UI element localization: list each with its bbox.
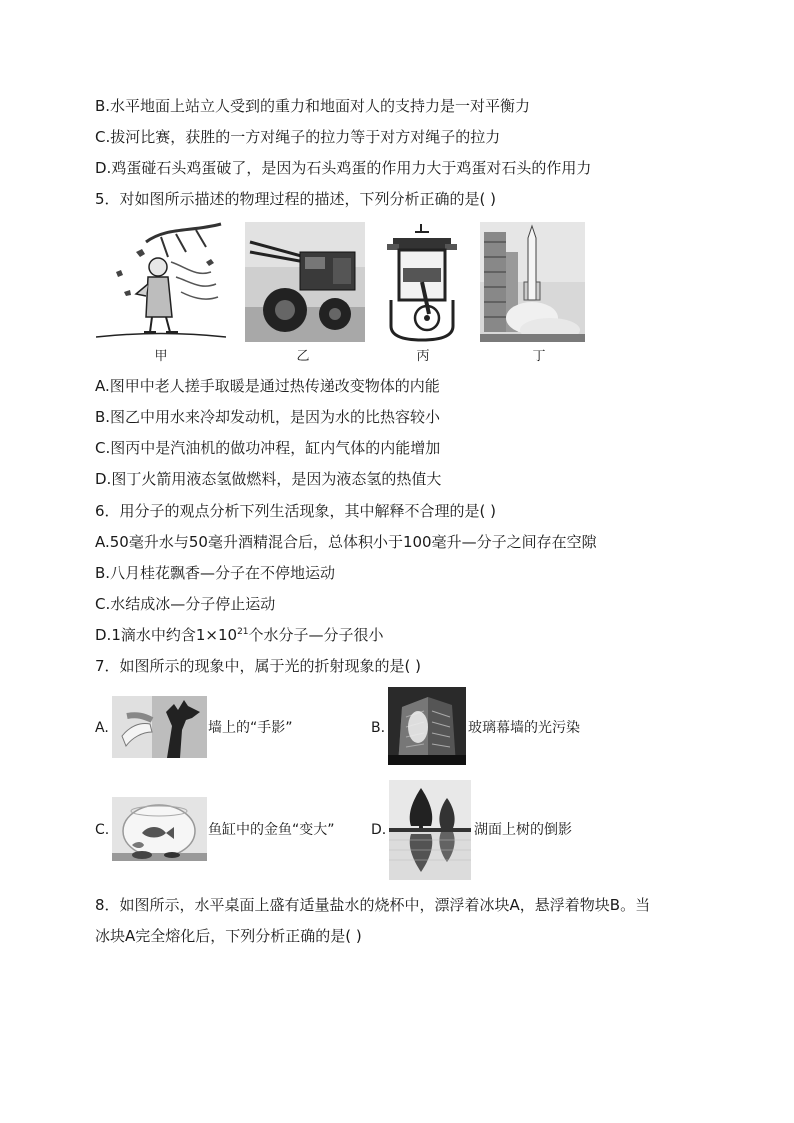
q7-image-glass-curtain-wall [388, 687, 466, 765]
q7-stem: 7．如图所示的现象中，属于光的折射现象的是( ) [95, 657, 422, 675]
q5-stem: 5．对如图所示描述的物理过程的描述，下列分析正确的是( ) [95, 190, 497, 208]
q7-image-tree-reflection [389, 780, 471, 880]
q5-option-b: B.图乙中用水来冷却发动机，是因为水的比热容较小 [95, 408, 441, 426]
q7-option-a-text: 墙上的“手影” [208, 720, 293, 736]
q6-option-b: B.八月桂花飘香—分子在不停地运动 [95, 564, 336, 582]
q7-option-d-text: 湖面上树的倒影 [474, 822, 572, 838]
q7-option-a-letter: A. [95, 720, 109, 736]
q6-option-a: A.50毫升水与50毫升酒精混合后，总体积小于100毫升—分子之间存在空隙 [95, 533, 597, 551]
figure-caption-yi: 乙 [296, 349, 310, 364]
q7-image-fish-tank [112, 797, 207, 861]
q7-option-b-text: 玻璃幕墙的光污染 [468, 720, 580, 736]
q5-option-a: A.图甲中老人搓手取暖是通过热传递改变物体的内能 [95, 377, 440, 395]
q5-option-c: C.图丙中是汽油机的做功冲程，缸内气体的内能增加 [95, 439, 441, 457]
q6-option-d [95, 625, 384, 645]
figure-yi-tractor [245, 222, 365, 342]
q6-stem: 6．用分子的观点分析下列生活现象，其中解释不合理的是( ) [95, 502, 497, 520]
figure-jia-old-man-rubbing-hands [96, 222, 226, 342]
q5-option-d: D.图丁火箭用液态氢做燃料，是因为液态氢的热值大 [95, 470, 442, 488]
figure-caption-bing: 丙 [416, 349, 430, 364]
q6-option-c: C.水结成冰—分子停止运动 [95, 595, 276, 613]
q8-stem-line-2: 冰块A完全熔化后，下列分析正确的是( ) [95, 927, 362, 945]
figure-caption-ding: 丁 [532, 349, 546, 364]
q7-option-c-letter: C. [95, 822, 110, 838]
q7-option-b-letter: B. [371, 720, 386, 736]
q7-option-c-text: 鱼缸中的金鱼“变大” [208, 822, 335, 838]
q7-image-hand-shadow [112, 696, 207, 758]
figure-caption-jia: 甲 [154, 349, 168, 364]
q6-option-d-suffix: 个水分子—分子很小 [248, 626, 384, 644]
q4-option-c: C.拔河比赛，获胜的一方对绳子的拉力等于对方对绳子的拉力 [95, 128, 501, 146]
q4-option-d: D.鸡蛋碰石头鸡蛋破了，是因为石头鸡蛋的作用力大于鸡蛋对石头的作用力 [95, 159, 592, 177]
q7-option-d-letter: D. [371, 822, 387, 838]
figure-ding-rocket-launch [480, 222, 585, 342]
q8-stem-line-1: 8．如图所示，水平桌面上盛有适量盐水的烧杯中，漂浮着冰块A，悬浮着物块B。当 [95, 896, 651, 914]
q6-option-d-prefix: D.1滴水中约含1×10 [95, 626, 238, 644]
q4-option-b: B.水平地面上站立人受到的重力和地面对人的支持力是一对平衡力 [95, 97, 531, 115]
figure-bing-engine-cylinder [385, 222, 460, 342]
q6-option-d-exponent: 21 [237, 627, 249, 637]
